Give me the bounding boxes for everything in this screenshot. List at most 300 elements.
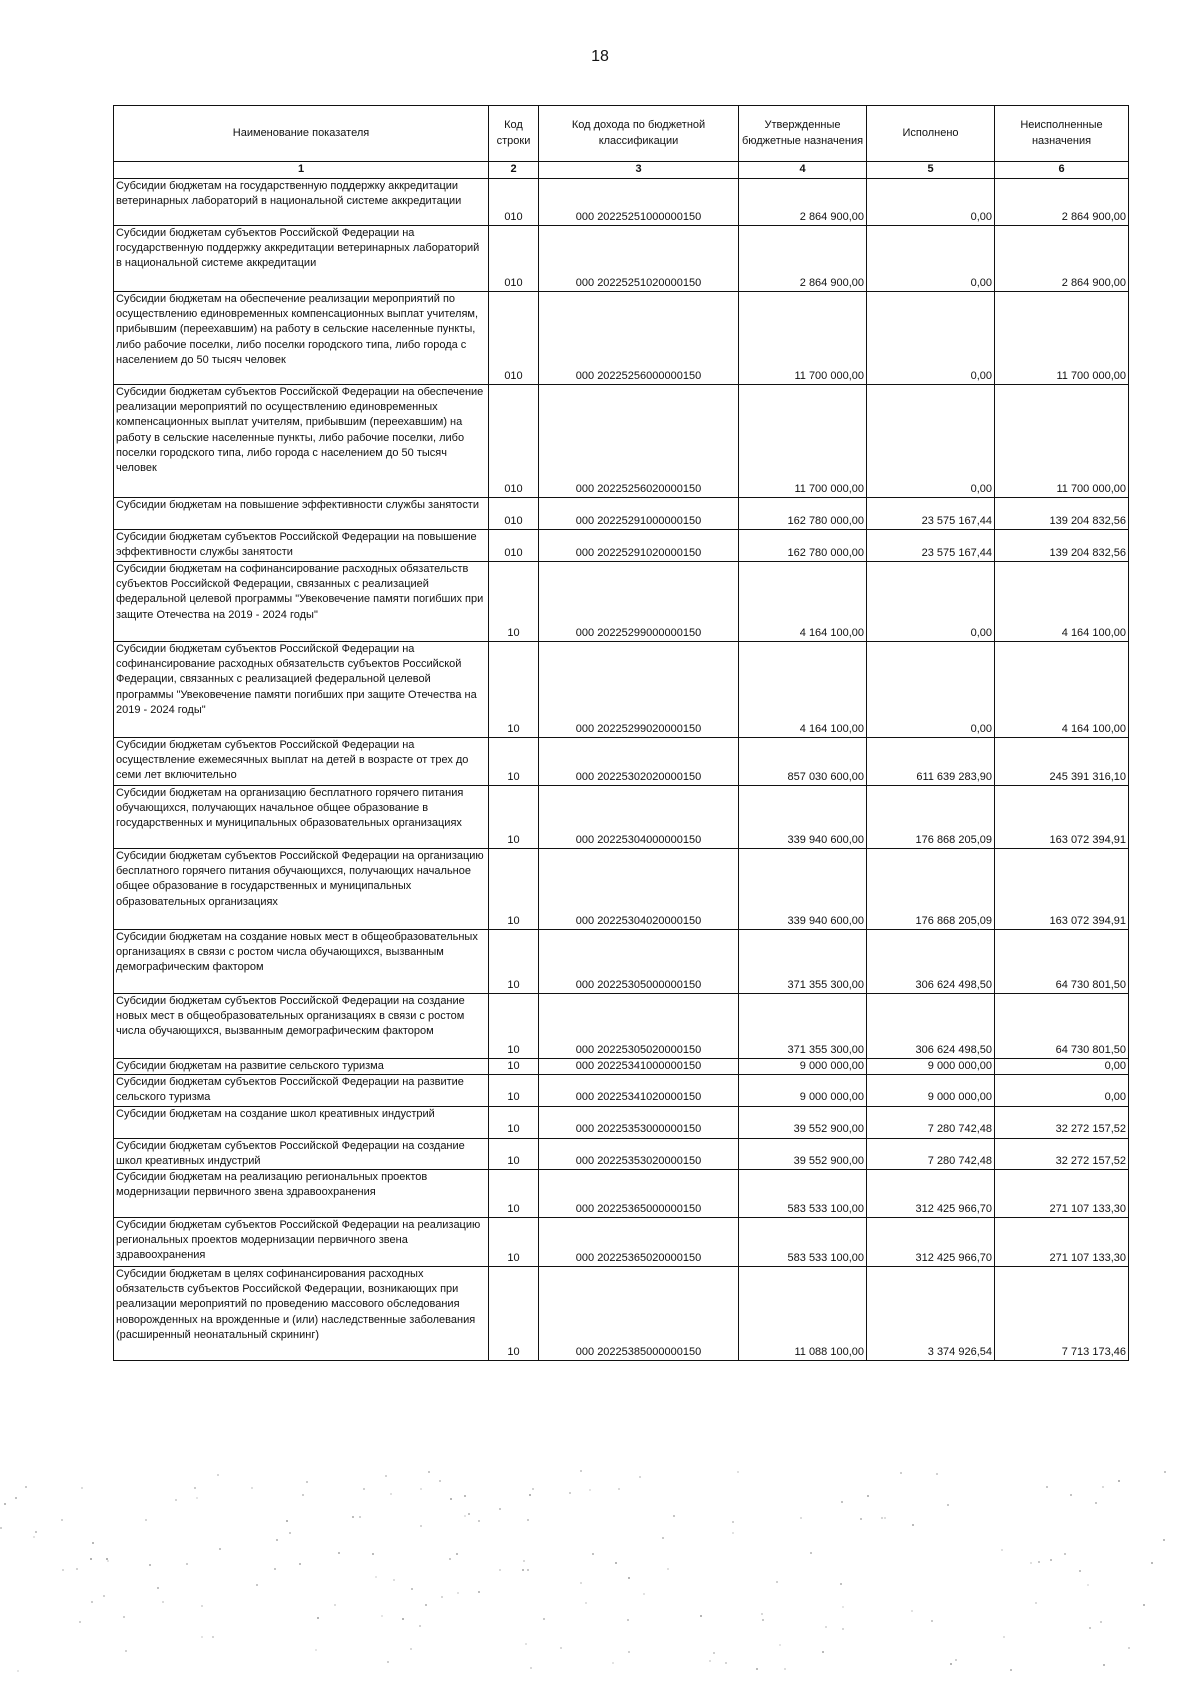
cell-remaining-amount: 139 204 832,56 <box>995 530 1129 562</box>
scan-speck <box>420 1488 422 1490</box>
cell-line-code: 10 <box>489 786 539 849</box>
cell-approved-amount: 2 864 900,00 <box>739 226 867 292</box>
cell-indicator-name: Субсидии бюджетам субъектов Российской Федерации на реализацию региональных проектов модернизации первичного звена здравоохранения <box>114 1218 489 1267</box>
scan-speck <box>1003 1636 1005 1638</box>
cell-income-code: 000 20225251020000150 <box>539 226 739 292</box>
scan-speck <box>464 1495 466 1497</box>
scan-speck <box>756 1668 758 1670</box>
scan-speck <box>4 1503 6 1505</box>
scan-speck <box>15 1497 17 1499</box>
cell-approved-amount: 11 700 000,00 <box>739 385 867 498</box>
cell-executed-amount: 0,00 <box>867 385 995 498</box>
cell-remaining-amount: 271 107 133,30 <box>995 1170 1129 1218</box>
cell-line-code: 010 <box>489 179 539 226</box>
cell-remaining-amount: 11 700 000,00 <box>995 385 1129 498</box>
scan-speck <box>315 1649 317 1651</box>
cell-income-code: 000 20225341020000150 <box>539 1075 739 1106</box>
scan-speck <box>1079 1570 1081 1572</box>
cell-remaining-amount: 2 864 900,00 <box>995 226 1129 292</box>
cell-remaining-amount: 163 072 394,91 <box>995 849 1129 930</box>
cell-executed-amount: 7 280 742,48 <box>867 1106 995 1138</box>
cell-line-code: 10 <box>489 1138 539 1169</box>
cell-indicator-name: Субсидии бюджетам на развитие сельского туризма <box>114 1059 489 1075</box>
column-number: 1 <box>114 162 489 179</box>
scan-speck <box>439 1480 441 1482</box>
cell-income-code: 000 20225299020000150 <box>539 642 739 738</box>
cell-approved-amount: 39 552 900,00 <box>739 1138 867 1169</box>
cell-executed-amount: 3 374 926,54 <box>867 1267 995 1361</box>
scan-speck <box>196 1497 198 1499</box>
cell-remaining-amount: 271 107 133,30 <box>995 1218 1129 1267</box>
scan-speck <box>955 1659 957 1661</box>
cell-indicator-name: Субсидии бюджетам субъектов Российской Федерации на развитие сельского туризма <box>114 1075 489 1106</box>
scan-speck <box>381 1615 383 1617</box>
scan-speck <box>1046 1486 1048 1488</box>
scan-speck <box>761 1613 763 1615</box>
scan-speck <box>107 1560 109 1562</box>
column-number: 2 <box>489 162 539 179</box>
cell-executed-amount: 0,00 <box>867 179 995 226</box>
scan-speck <box>947 1504 949 1506</box>
cell-income-code: 000 20225365000000150 <box>539 1170 739 1218</box>
cell-remaining-amount: 139 204 832,56 <box>995 498 1129 530</box>
scan-speck <box>449 1558 451 1560</box>
scan-speck <box>589 1489 591 1491</box>
scan-speck <box>499 1508 501 1510</box>
cell-executed-amount: 0,00 <box>867 562 995 642</box>
scan-speck <box>90 1558 92 1560</box>
table-row <box>114 1075 1129 1106</box>
table-body <box>114 179 1129 1361</box>
scan-speck <box>441 1596 443 1598</box>
scan-speck <box>425 1604 427 1606</box>
cell-remaining-amount: 64 730 801,50 <box>995 994 1129 1059</box>
cell-executed-amount: 312 425 966,70 <box>867 1170 995 1218</box>
scan-speck <box>286 1520 288 1522</box>
cell-approved-amount: 11 700 000,00 <box>739 292 867 385</box>
cell-approved-amount: 162 780 000,00 <box>739 530 867 562</box>
scan-speck <box>580 1582 582 1584</box>
cell-approved-amount: 162 780 000,00 <box>739 498 867 530</box>
scan-speck <box>61 1519 63 1521</box>
scan-speck <box>1143 1604 1145 1606</box>
cell-approved-amount: 583 533 100,00 <box>739 1170 867 1218</box>
cell-approved-amount: 371 355 300,00 <box>739 994 867 1059</box>
scan-speck <box>256 1584 258 1586</box>
scan-speck <box>580 1470 582 1472</box>
cell-indicator-name: Субсидии бюджетам субъектов Российской Федерации на государственную поддержку аккредитации ветеринарных лабораторий в национальной системе аккредитации <box>114 226 489 292</box>
cell-income-code: 000 20225256020000150 <box>539 385 739 498</box>
cell-line-code: 10 <box>489 642 539 738</box>
scan-speck <box>662 1537 664 1539</box>
table-row <box>114 994 1129 1059</box>
cell-executed-amount: 9 000 000,00 <box>867 1059 995 1075</box>
scan-speck <box>251 1487 253 1489</box>
cell-approved-amount: 339 940 600,00 <box>739 849 867 930</box>
table-row <box>114 1106 1129 1138</box>
cell-income-code: 000 20225256000000150 <box>539 292 739 385</box>
cell-approved-amount: 2 864 900,00 <box>739 179 867 226</box>
page-number: 18 <box>591 48 609 65</box>
cell-indicator-name: Субсидии бюджетам на обеспечение реализации мероприятий по осуществлению единовременных компенсационных выплат учителям, прибывшим (переехавшим) на работу в сельские населенные пункты, либо рабочие поселки, либо поселки городского типа, либо города с населением до 50 тысяч человек <box>114 292 489 385</box>
scan-speck <box>713 1652 715 1654</box>
scan-speck <box>881 1517 883 1519</box>
scan-speck <box>411 1588 413 1590</box>
table-row <box>114 562 1129 642</box>
scan-speck <box>420 1525 422 1527</box>
scan-speck <box>841 1501 843 1503</box>
scan-speck <box>1128 1647 1130 1649</box>
table-row <box>114 642 1129 738</box>
cell-line-code: 010 <box>489 385 539 498</box>
table-row <box>114 226 1129 292</box>
scan-speck <box>1100 1621 1102 1623</box>
column-header-approved: Утвержденные бюджетные назначения <box>739 106 867 162</box>
scan-speck <box>81 1487 83 1489</box>
scan-speck <box>478 1520 480 1522</box>
scan-speck <box>639 1476 641 1478</box>
cell-approved-amount: 857 030 600,00 <box>739 738 867 786</box>
scan-speck <box>274 1568 276 1570</box>
scan-speck <box>615 1562 617 1564</box>
cell-income-code: 000 20225299000000150 <box>539 562 739 642</box>
cell-income-code: 000 20225302020000150 <box>539 738 739 786</box>
table-row <box>114 1138 1129 1169</box>
scan-speck <box>1151 1562 1153 1564</box>
scan-speck <box>1038 1561 1040 1563</box>
column-number: 3 <box>539 162 739 179</box>
cell-income-code: 000 20225305000000150 <box>539 930 739 994</box>
table-row <box>114 1267 1129 1361</box>
cell-executed-amount: 0,00 <box>867 642 995 738</box>
scan-speck <box>612 1662 614 1664</box>
cell-executed-amount: 7 280 742,48 <box>867 1138 995 1169</box>
scan-speck <box>842 1606 844 1608</box>
scan-speck <box>410 1648 412 1650</box>
scan-speck <box>194 1487 196 1489</box>
scan-speck <box>33 1536 35 1538</box>
cell-remaining-amount: 2 864 900,00 <box>995 179 1129 226</box>
cell-executed-amount: 23 575 167,44 <box>867 530 995 562</box>
scan-speck <box>523 1560 525 1562</box>
scan-speck <box>457 1592 459 1594</box>
cell-line-code: 10 <box>489 1218 539 1267</box>
cell-income-code: 000 20225305020000150 <box>539 994 739 1059</box>
scan-speck <box>530 1667 532 1669</box>
scan-speck <box>456 1553 458 1555</box>
cell-executed-amount: 0,00 <box>867 226 995 292</box>
scan-speck <box>1001 1549 1003 1551</box>
scan-speck <box>450 1498 452 1500</box>
scan-speck <box>1050 1559 1052 1561</box>
cell-executed-amount: 611 639 283,90 <box>867 738 995 786</box>
scan-speck <box>385 1475 387 1477</box>
cell-approved-amount: 371 355 300,00 <box>739 930 867 994</box>
table-row <box>114 786 1129 849</box>
cell-approved-amount: 339 940 600,00 <box>739 786 867 849</box>
scan-speck <box>842 1628 844 1630</box>
cell-remaining-amount: 163 072 394,91 <box>995 786 1129 849</box>
scan-speck <box>911 1610 913 1612</box>
column-header-remaining: Неисполненные назначения <box>995 106 1129 162</box>
cell-approved-amount: 9 000 000,00 <box>739 1075 867 1106</box>
scan-speck <box>810 1552 812 1554</box>
cell-line-code: 010 <box>489 226 539 292</box>
cell-indicator-name: Субсидии бюджетам на государственную поддержку аккредитации ветеринарных лабораторий в национальной системе аккредитации <box>114 179 489 226</box>
table-row <box>114 849 1129 930</box>
scan-speck <box>527 1569 529 1571</box>
cell-indicator-name: Субсидии бюджетам на реализацию региональных проектов модернизации первичного звена здравоохранения <box>114 1170 489 1218</box>
cell-indicator-name: Субсидии бюджетам на повышение эффективности службы занятости <box>114 498 489 530</box>
scan-speck <box>276 1539 278 1541</box>
cell-approved-amount: 4 164 100,00 <box>739 562 867 642</box>
cell-indicator-name: Субсидии бюджетам на организацию бесплатного горячего питания обучающихся, получающих начальное общее образование в государственных и муниципальных образовательных организациях <box>114 786 489 849</box>
cell-remaining-amount: 0,00 <box>995 1059 1129 1075</box>
scan-speck <box>900 1472 902 1474</box>
scan-speck <box>62 1569 64 1571</box>
scan-speck <box>1102 1486 1104 1488</box>
scan-speck <box>1089 1627 1091 1629</box>
scan-speck <box>667 1568 669 1570</box>
scan-speck <box>1095 1502 1097 1504</box>
cell-income-code: 000 20225291020000150 <box>539 530 739 562</box>
scan-speck <box>912 1524 914 1526</box>
scan-speck <box>543 1618 545 1620</box>
scan-speck <box>950 1663 952 1665</box>
scan-speck <box>628 1651 630 1653</box>
scan-speck <box>779 1644 781 1646</box>
cell-remaining-amount: 0,00 <box>995 1075 1129 1106</box>
budget-table <box>113 105 1129 1361</box>
cell-indicator-name: Субсидии бюджетам субъектов Российской Федерации на организацию бесплатного горячего питания обучающихся, получающих начальное общее образование в государственных и муниципальных образовательных организациях <box>114 849 489 930</box>
scan-speck <box>219 1548 221 1550</box>
cell-income-code: 000 20225304020000150 <box>539 849 739 930</box>
cell-executed-amount: 9 000 000,00 <box>867 1075 995 1106</box>
cell-remaining-amount: 7 713 173,46 <box>995 1267 1129 1361</box>
scan-speck <box>359 1516 361 1518</box>
cell-remaining-amount: 32 272 157,52 <box>995 1138 1129 1169</box>
table-row <box>114 530 1129 562</box>
cell-executed-amount: 176 868 205,09 <box>867 786 995 849</box>
column-number-row <box>114 162 1129 179</box>
scan-speck <box>212 1636 214 1638</box>
table-row <box>114 498 1129 530</box>
cell-income-code: 000 20225341000000150 <box>539 1059 739 1075</box>
cell-line-code: 10 <box>489 994 539 1059</box>
table-row <box>114 385 1129 498</box>
table-row <box>114 179 1129 226</box>
scan-speck <box>784 1668 786 1670</box>
scan-speck <box>732 1521 734 1523</box>
scan-speck <box>1035 1602 1037 1604</box>
cell-income-code: 000 20225385000000150 <box>539 1267 739 1361</box>
scan-speck <box>201 1605 203 1607</box>
scan-speck <box>334 1604 336 1606</box>
cell-indicator-name: Субсидии бюджетам на софинансирование расходных обязательств субъектов Российской Федерации, связанных с реализацией федеральной целевой программы "Увековечение памяти погибших при защите Отечества на 2019 - 2024 годы" <box>114 562 489 642</box>
scan-speck <box>1164 1471 1166 1473</box>
scan-speck <box>585 1602 587 1604</box>
scan-speck <box>299 1563 301 1565</box>
scan-speck <box>17 1670 19 1672</box>
scan-speck <box>145 1519 147 1521</box>
scan-speck <box>79 1621 81 1623</box>
cell-approved-amount: 583 533 100,00 <box>739 1218 867 1267</box>
table-row <box>114 738 1129 786</box>
table-row <box>114 292 1129 385</box>
cell-remaining-amount: 245 391 316,10 <box>995 738 1129 786</box>
cell-income-code: 000 20225353000000150 <box>539 1106 739 1138</box>
scan-speck <box>627 1619 629 1621</box>
column-header-executed: Исполнено <box>867 106 995 162</box>
scan-speck <box>468 1513 470 1515</box>
column-header-name: Наименование показателя <box>114 106 489 162</box>
cell-line-code: 10 <box>489 849 539 930</box>
cell-line-code: 010 <box>489 530 539 562</box>
scan-speck <box>390 1493 392 1495</box>
scan-speck <box>201 1636 203 1638</box>
scan-speck <box>522 1569 524 1571</box>
scan-speck <box>1163 1539 1165 1541</box>
cell-indicator-name: Субсидии бюджетам на создание школ креативных индустрий <box>114 1106 489 1138</box>
cell-approved-amount: 39 552 900,00 <box>739 1106 867 1138</box>
scan-speck <box>529 1494 531 1496</box>
cell-line-code: 10 <box>489 1170 539 1218</box>
scan-speck <box>737 1471 739 1473</box>
scan-speck <box>560 1647 562 1649</box>
cell-approved-amount: 11 088 100,00 <box>739 1267 867 1361</box>
scan-speck <box>92 1542 94 1544</box>
scan-speck <box>1103 1664 1105 1666</box>
cell-approved-amount: 9 000 000,00 <box>739 1059 867 1075</box>
scan-speck <box>35 1531 37 1533</box>
scan-speck <box>375 1576 377 1578</box>
table-row <box>114 1218 1129 1267</box>
cell-approved-amount: 4 164 100,00 <box>739 642 867 738</box>
scan-speck <box>936 1473 938 1475</box>
scan-speck <box>478 1591 480 1593</box>
cell-line-code: 10 <box>489 1075 539 1106</box>
scan-speck <box>931 1620 933 1622</box>
cell-remaining-amount: 32 272 157,52 <box>995 1106 1129 1138</box>
cell-line-code: 010 <box>489 498 539 530</box>
scan-speck <box>825 1626 827 1628</box>
scan-speck <box>175 1499 177 1501</box>
cell-remaining-amount: 4 164 100,00 <box>995 642 1129 738</box>
scan-speck <box>387 1661 389 1663</box>
cell-indicator-name: Субсидии бюджетам на создание новых мест в общеобразовательных организациях в связи с ростом числа обучающихся, вызванным демографическим фактором <box>114 930 489 994</box>
column-number: 4 <box>739 162 867 179</box>
scan-speck <box>302 1494 304 1496</box>
scan-speck <box>628 1577 630 1579</box>
column-number: 5 <box>867 162 995 179</box>
scan-speck <box>527 1519 529 1521</box>
scan-speck <box>499 1569 501 1571</box>
table-row <box>114 1059 1129 1075</box>
scan-speck <box>822 1651 824 1653</box>
scan-speck <box>372 1553 374 1555</box>
scan-speck <box>162 1601 164 1603</box>
scan-speck <box>123 1616 125 1618</box>
cell-executed-amount: 312 425 966,70 <box>867 1218 995 1267</box>
scan-speck <box>91 1601 93 1603</box>
scan-speck <box>393 1579 395 1581</box>
header-row <box>114 106 1129 162</box>
scan-speck <box>464 1515 466 1517</box>
scan-speck <box>317 1617 319 1619</box>
scan-speck <box>217 1474 219 1476</box>
scan-speck <box>1070 1494 1072 1496</box>
scan-speck <box>1087 1584 1089 1586</box>
scan-speck <box>525 1643 527 1645</box>
scan-speck <box>125 1650 127 1652</box>
scan-speck <box>289 1532 291 1534</box>
scan-speck <box>643 1593 645 1595</box>
scan-speck <box>860 1518 862 1520</box>
cell-line-code: 10 <box>489 1059 539 1075</box>
scan-speck <box>725 1662 727 1664</box>
scan-speck <box>592 1553 594 1555</box>
cell-indicator-name: Субсидии бюджетам субъектов Российской Федерации на осуществление ежемесячных выплат на детей в возрасте от трех до семи лет включительно <box>114 738 489 786</box>
cell-executed-amount: 23 575 167,44 <box>867 498 995 530</box>
cell-line-code: 10 <box>489 562 539 642</box>
scan-speck <box>25 1486 27 1488</box>
scan-speck <box>618 1488 620 1490</box>
scan-speck <box>800 1517 802 1519</box>
scan-speck <box>1030 1562 1032 1564</box>
column-number: 6 <box>995 162 1129 179</box>
scan-speck <box>103 1595 105 1597</box>
cell-executed-amount: 306 624 498,50 <box>867 994 995 1059</box>
cell-line-code: 10 <box>489 738 539 786</box>
scan-speck <box>352 1516 354 1518</box>
scan-speck <box>186 1563 188 1565</box>
cell-line-code: 10 <box>489 930 539 994</box>
scan-speck <box>1118 1480 1120 1482</box>
cell-executed-amount: 306 624 498,50 <box>867 930 995 994</box>
cell-remaining-amount: 4 164 100,00 <box>995 562 1129 642</box>
cell-income-code: 000 20225304000000150 <box>539 786 739 849</box>
column-header-line-code: Код строки <box>489 106 539 162</box>
cell-indicator-name: Субсидии бюджетам субъектов Российской Федерации на софинансирование расходных обязательств субъектов Российской Федерации, связанных с реализацией федеральной целевой программы "Увековечение памяти погибших при защите Отечества на 2019 - 2024 годы" <box>114 642 489 738</box>
cell-line-code: 10 <box>489 1267 539 1361</box>
scan-speck <box>363 1488 365 1490</box>
scan-speck <box>1064 1553 1066 1555</box>
table-row <box>114 1170 1129 1218</box>
scan-speck <box>776 1581 778 1583</box>
scan-speck <box>732 1532 734 1534</box>
scan-speck <box>306 1481 308 1483</box>
table-row <box>114 930 1129 994</box>
cell-remaining-amount: 64 730 801,50 <box>995 930 1129 994</box>
scan-speck <box>419 1625 421 1627</box>
cell-indicator-name: Субсидии бюджетам субъектов Российской Федерации на создание школ креативных индустрий <box>114 1138 489 1169</box>
scan-speck <box>709 1660 711 1662</box>
scan-speck <box>157 1587 159 1589</box>
scan-speck <box>867 1495 869 1497</box>
cell-income-code: 000 20225365020000150 <box>539 1218 739 1267</box>
scan-speck <box>0 1527 2 1529</box>
cell-income-code: 000 20225251000000150 <box>539 179 739 226</box>
cell-indicator-name: Субсидии бюджетам субъектов Российской Федерации на повышение эффективности службы занятости <box>114 530 489 562</box>
scan-speck <box>149 1564 151 1566</box>
cell-income-code: 000 20225291000000150 <box>539 498 739 530</box>
cell-remaining-amount: 11 700 000,00 <box>995 292 1129 385</box>
scan-speck <box>76 1568 78 1570</box>
cell-indicator-name: Субсидии бюджетам в целях софинансирования расходных обязательств субъектов Российской Федерации, возникающих при реализации мероприятий по проведению массового обследования новорожденных на врожденные и (или) наследственные заболевания (расширенный неонатальный скрининг) <box>114 1267 489 1361</box>
scan-speck <box>700 1615 702 1617</box>
scan-speck <box>673 1515 675 1517</box>
scan-speck <box>338 1552 340 1554</box>
